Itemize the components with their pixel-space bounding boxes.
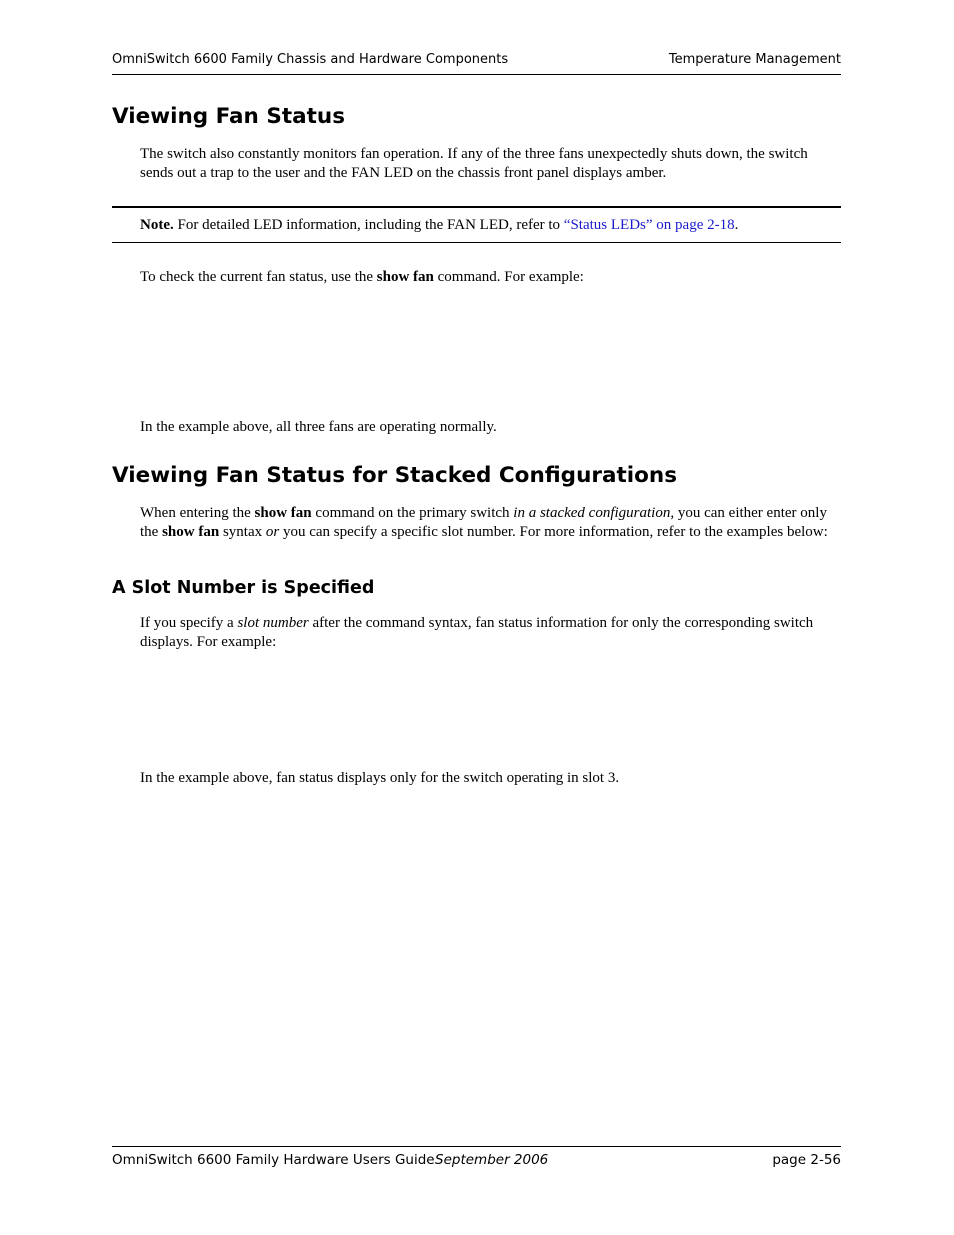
- stacked-paragraph: [140, 504, 840, 541]
- instruction-text: To check the current fan status, use the: [140, 269, 377, 285]
- stacked-text-5: you can specify a specific slot number. For more information, refer to the examples below:: [279, 523, 828, 540]
- note-label: Note.: [140, 217, 174, 233]
- note-top-rule: [112, 206, 841, 208]
- footer-guide-title: OmniSwitch 6600 Family Hardware Users Guide: [112, 1152, 435, 1168]
- heading-stacked-configurations: Viewing Fan Status for Stacked Configurations: [112, 463, 678, 488]
- note-text: For detailed LED information, including the FAN LED, refer to: [173, 217, 564, 233]
- header-section: Temperature Management: [668, 52, 841, 67]
- instruction-text-end: command. For example:: [433, 269, 584, 285]
- header-rule: [112, 74, 841, 75]
- status-leds-link[interactable]: “Status LEDs” on page 2-18: [563, 217, 735, 233]
- header-title: OmniSwitch 6600 Family Chassis and Hardware Components: [112, 52, 509, 67]
- show-fan-command: show fan: [376, 269, 434, 285]
- slot-number-emphasis: slot number: [237, 615, 309, 631]
- footer-rule: [112, 1146, 841, 1147]
- or-emphasis: or: [265, 523, 280, 540]
- example-2-explanation: In the example above, fan status displays only for the switch operating in slot 3.: [140, 770, 620, 786]
- note-bottom-rule: [112, 242, 841, 243]
- stacked-text-1: When entering the: [140, 505, 255, 521]
- heading-viewing-fan-status: Viewing Fan Status: [112, 104, 346, 129]
- example-1-explanation: In the example above, all three fans are operating normally.: [140, 419, 497, 435]
- show-fan-command: show fan: [162, 523, 220, 540]
- slot-number-paragraph: [140, 614, 840, 651]
- footer-date: September 2006: [435, 1152, 549, 1168]
- heading-slot-number-specified: A Slot Number is Specified: [112, 578, 375, 598]
- stacked-text-3: , you can either enter only the: [140, 505, 827, 540]
- show-fan-command: show fan: [254, 505, 312, 521]
- slot-text-2: after the command syntax, fan status information for only the corresponding switch displays. For example:: [140, 615, 814, 650]
- stacked-text-4: syntax: [219, 523, 266, 540]
- stacked-emphasis: in a stacked configuration: [513, 505, 671, 521]
- show-fan-instruction: [140, 268, 840, 287]
- stacked-text-2: command on the primary switch: [311, 505, 514, 521]
- footer-page-number: page 2-56: [772, 1152, 841, 1168]
- slot-text-1: If you specify a: [140, 615, 238, 631]
- fan-status-paragraph: The switch also constantly monitors fan operation. If any of the three fans unexpectedly shuts down, the switch sends out a trap to the user and the FAN LED on the chassis front panel displays amber.: [140, 146, 808, 181]
- note: [140, 216, 840, 235]
- note-end: .: [734, 217, 739, 233]
